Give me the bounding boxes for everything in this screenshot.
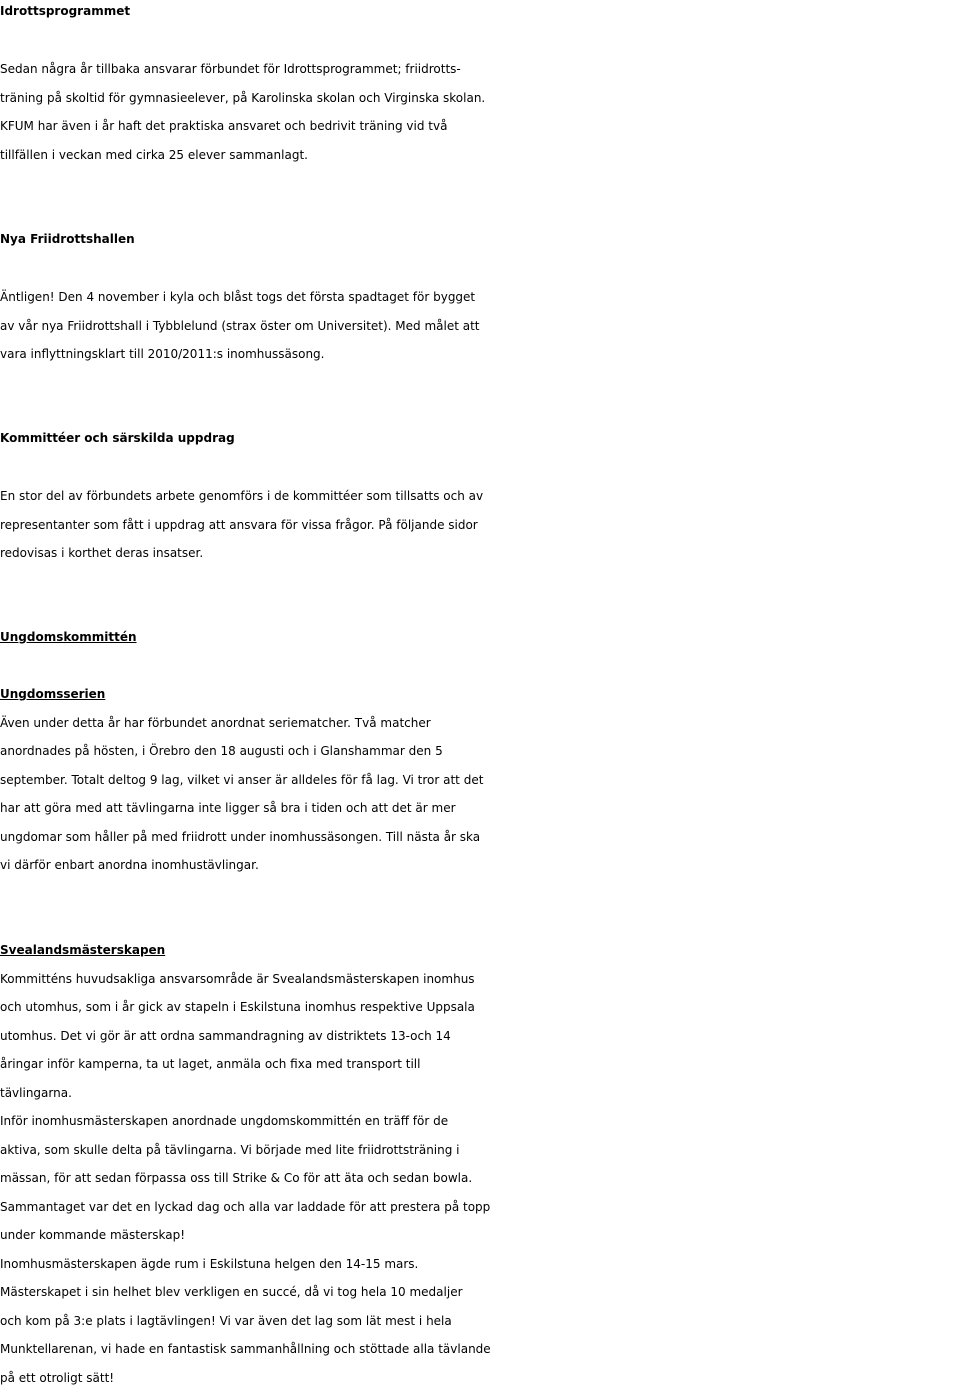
text-line: och kom på 3:e plats i lagtävlingen! Vi var även det lag som lät mest i hela <box>0 1313 452 1328</box>
text-line: Inomhusmästerskapen ägde rum i Eskilstuna helgen den 14-15 mars. <box>0 1256 419 1271</box>
text-line: på ett otroligt sätt! <box>0 1370 115 1385</box>
text-line: representanter som fått i uppdrag att ansvara för vissa frågor. På följande sidor <box>0 517 478 532</box>
text-line: tillfällen i veckan med cirka 25 elever sammanlagt. <box>0 147 308 162</box>
heading-idrottsprogrammet: Idrottsprogrammet <box>0 4 131 18</box>
heading-svealandsmasterskapen: Svealandsmästerskapen <box>0 943 166 957</box>
heading-kommitteer: Kommittéer och särskilda uppdrag <box>0 431 235 445</box>
section-friidrottshallen <box>0 225 960 254</box>
text-line: Även under detta år har förbundet anordnat seriematcher. Två matcher <box>0 715 431 730</box>
section-ungdomskommitten <box>0 623 960 652</box>
text-line: KFUM har även i år haft det praktiska ansvaret och bedrivit träning vid två <box>0 119 448 133</box>
paragraph-friidrottshallen <box>0 283 960 369</box>
text-line: vara inflyttningsklart till 2010/2011:s inomhussäsong. <box>0 347 325 361</box>
text-line: och utomhus, som i år gick av stapeln i Eskilstuna inomhus respektive Uppsala <box>0 1000 475 1014</box>
paragraph-idrottsprogrammet <box>0 55 960 169</box>
text-line: mässan, för att sedan förpassa oss till Strike & Co för att äta och sedan bowla. <box>0 1171 473 1185</box>
text-line: av vår nya Friidrottshall i Tybblelund (strax öster om Universitet). Med målet att <box>0 318 480 333</box>
text-line: anordnades på hösten, i Örebro den 18 augusti och i Glanshammar den 5 <box>0 744 443 758</box>
text-line: tävlingarna. <box>0 1085 72 1100</box>
text-line: vi därför enbart anordna inomhustävlingar. <box>0 858 259 872</box>
text-line: träning på skoltid för gymnasieelever, på Karolinska skolan och Virginska skolan. <box>0 90 486 105</box>
text-line: Sammantaget var det en lyckad dag och alla var laddade för att prestera på topp <box>0 1199 491 1214</box>
text-line: redovisas i korthet deras insatser. <box>0 546 204 560</box>
section-ungdomsserien <box>0 680 960 880</box>
section-kommitteer <box>0 424 960 453</box>
text-line: Mästerskapet i sin helhet blev verkligen en succé, då vi tog hela 10 medaljer <box>0 1285 463 1299</box>
section-svealandsmasterskapen <box>0 936 960 1392</box>
text-line: En stor del av förbundets arbete genomförs i de kommittéer som tillsatts och av <box>0 489 484 503</box>
paragraph-kommitteer <box>0 482 960 568</box>
text-line: Kommitténs huvudsakliga ansvarsområde är Svealandsmästerskapen inomhus <box>0 971 475 986</box>
text-line: Munktellarenan, vi hade en fantastisk sammanhållning och stöttade alla tävlande <box>0 1342 491 1356</box>
text-line: Sedan några år tillbaka ansvarar förbundet för Idrottsprogrammet; friidrotts- <box>0 62 461 76</box>
text-line: åringar inför kamperna, ta ut laget, anmäla och fixa med transport till <box>0 1057 421 1071</box>
text-line: utomhus. Det vi gör är att ordna sammandragning av distriktets 13-och 14 <box>0 1028 451 1043</box>
text-line: Inför inomhusmästerskapen anordnade ungdomskommittén en träff för de <box>0 1114 449 1128</box>
text-line: ungdomar som håller på med friidrott under inomhussäsongen. Till nästa år ska <box>0 829 481 844</box>
text-line: aktiva, som skulle delta på tävlingarna. Vi började med lite friidrottsträning i <box>0 1142 460 1157</box>
heading-ungdomskommitten: Ungdomskommittén <box>0 630 137 644</box>
section-idrottsprogrammet <box>0 0 960 26</box>
heading-ungdomsserien: Ungdomsserien <box>0 687 106 701</box>
text-line: Äntligen! Den 4 november i kyla och blåst togs det första spadtaget för bygget <box>0 290 476 304</box>
text-line: under kommande mästerskap! <box>0 1228 186 1242</box>
text-line: september. Totalt deltog 9 lag, vilket vi anser är alldeles för få lag. Vi tror att det <box>0 772 484 787</box>
heading-friidrottshallen: Nya Friidrottshallen <box>0 232 135 246</box>
text-line: har att göra med att tävlingarna inte ligger så bra i tiden och att det är mer <box>0 801 456 815</box>
